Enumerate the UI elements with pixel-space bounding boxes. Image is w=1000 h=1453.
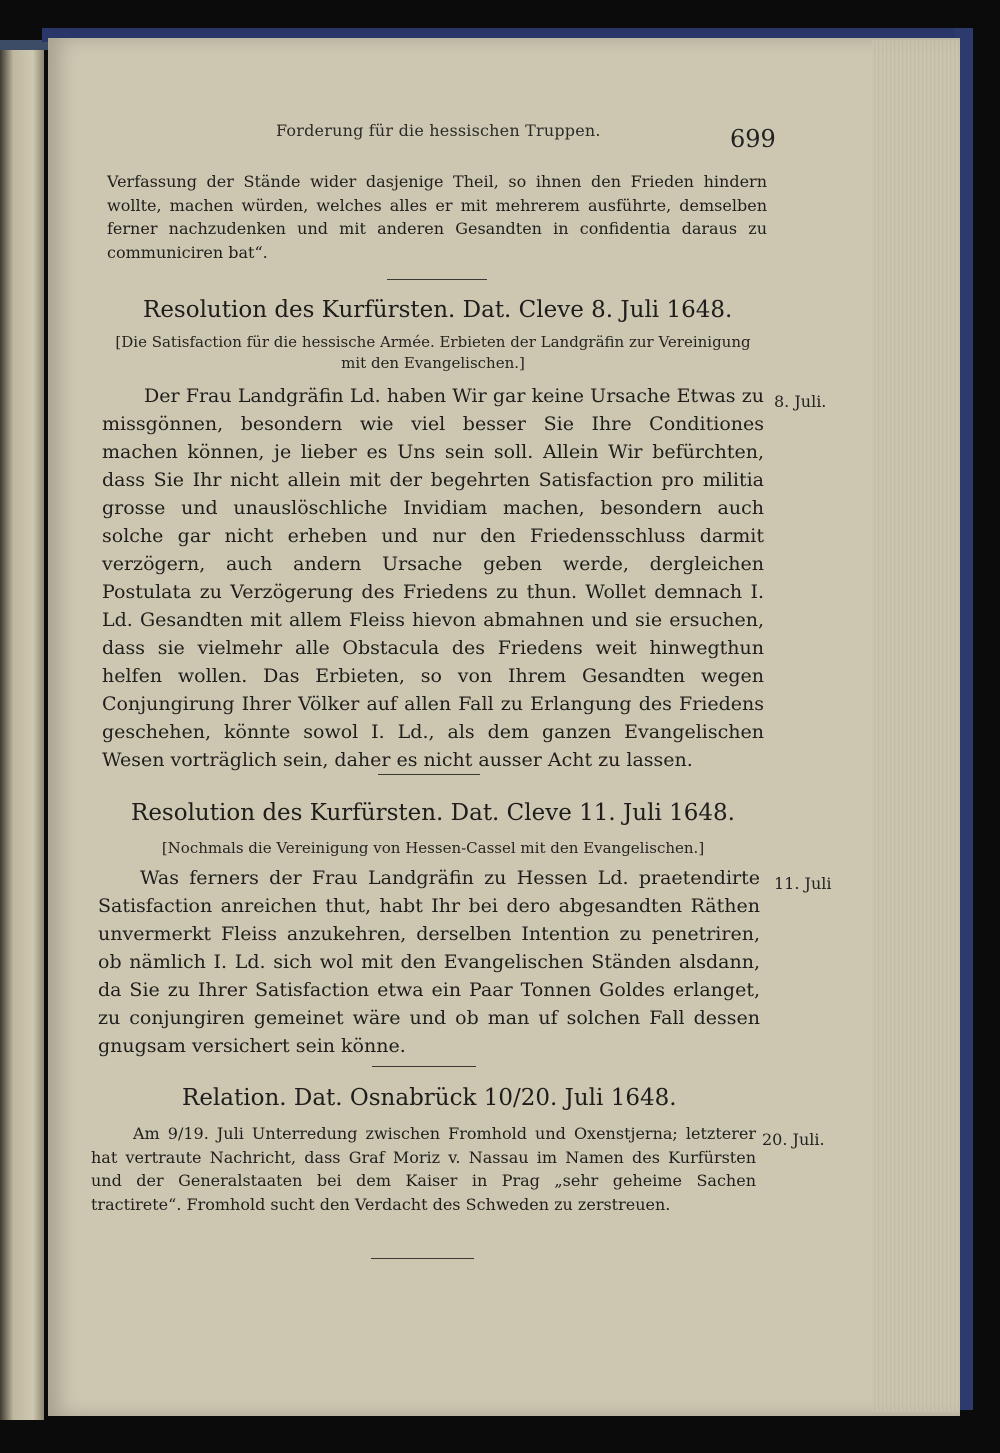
section-body: Der Frau Landgräfin Ld. haben Wir gar keine Ursache Etwas zu missgönnen, besondern wie viel besser Sie Ihre Conditiones machen können, je lieber es Uns sein soll. Allein Wir befürchten, dass Sie Ihr nicht allein mit der begehrten Satisfaction pro militia grosse und unauslöschliche Invidiam machen, besondern auch solche gar nicht erheben und nur den Friedensschluss darmit verzögern, auch andern Ursache geben werde, dergleichen Postulata zu Verzögerung des Friedens zu thun. Wollet demnach I. Ld. Gesandten mit allem Fleiss hievon abmahnen und sie ersuchen, dass sie vielmehr alle Obstacula des Friedens weit hinwegthun helfen wollen. Das Erbieten, so von Ihrem Gesandten wegen Conjungirung Ihrer Völker auf allen Fall zu Erlangung des Friedens geschehen, könnte sowol I. Ld., als dem ganzen Evangelischen Wesen vorträglich sein, daher es nicht ausser Acht zu lassen.	[102, 385, 764, 771]
section-divider	[372, 1066, 476, 1067]
section-divider	[378, 774, 480, 775]
section-title: Relation. Dat. Osnabrück 10/20. Juli 1648.	[182, 1085, 677, 1111]
section-summary: [Nochmals die Vereinigung von Hessen-Cassel mit den Evangelischen.]	[161, 839, 705, 857]
section-divider	[387, 279, 487, 280]
section-body: Was ferners der Frau Landgräfin zu Hessen Ld. praetendirte Satisfaction anreichen thut, habt Ihr bei dero abgesandten Räthen unvermerkt Fleiss anzukehren, derselben Intention zu penetriren, ob nämlich I. Ld. sich wol mit den Evangelischen Ständen alsdann, da Sie zu Ihrer Satisfaction etwa ein Paar Tonnen Goldes erlanget, zu conjungiren gemeinet wäre und ob man uf solchen Fall dessen gnugsam versichert sein könne.	[98, 867, 760, 1057]
intro-paragraph: Verfassung der Stände wider dasjenige Theil, so ihnen den Frieden hindern wollte, machen würden, welches alles er mit mehrerem ausführte, demselben ferner nachzudenken und mit anderen Gesandten in confidentia daraus zu communiciren bat“.	[107, 172, 767, 262]
section-title: Resolution des Kurfürsten. Dat. Cleve 11. Juli 1648.	[131, 800, 735, 826]
margin-date: 20. Juli.	[762, 1130, 825, 1149]
margin-date: 11. Juli	[774, 874, 832, 893]
section-title: Resolution des Kurfürsten. Dat. Cleve 8. Juli 1648.	[143, 297, 733, 323]
section-body: Am 9/19. Juli Unterredung zwischen Fromhold und Oxenstjerna; letzterer hat vertraute Nachricht, dass Graf Moriz v. Nassau im Namen des Kurfürsten und der Generalstaaten bei dem Kaiser in Prag „sehr geheime Sachen tractirete“. Fromhold sucht den Verdacht des Schweden zu zerstreuen.	[91, 1124, 756, 1214]
page-stack-edges	[872, 40, 960, 1412]
facing-page-edge	[0, 40, 44, 1420]
margin-date: 8. Juli.	[774, 392, 827, 411]
section-summary: [Die Satisfaction für die hessische Armée. Erbieten der Landgräfin zur Vereinigung mit den Evangelischen.]	[115, 333, 751, 372]
running-header: Forderung für die hessischen Truppen.	[276, 121, 601, 140]
book-spine-left	[0, 40, 48, 50]
page-number: 699	[730, 125, 776, 153]
section-divider	[371, 1258, 474, 1259]
